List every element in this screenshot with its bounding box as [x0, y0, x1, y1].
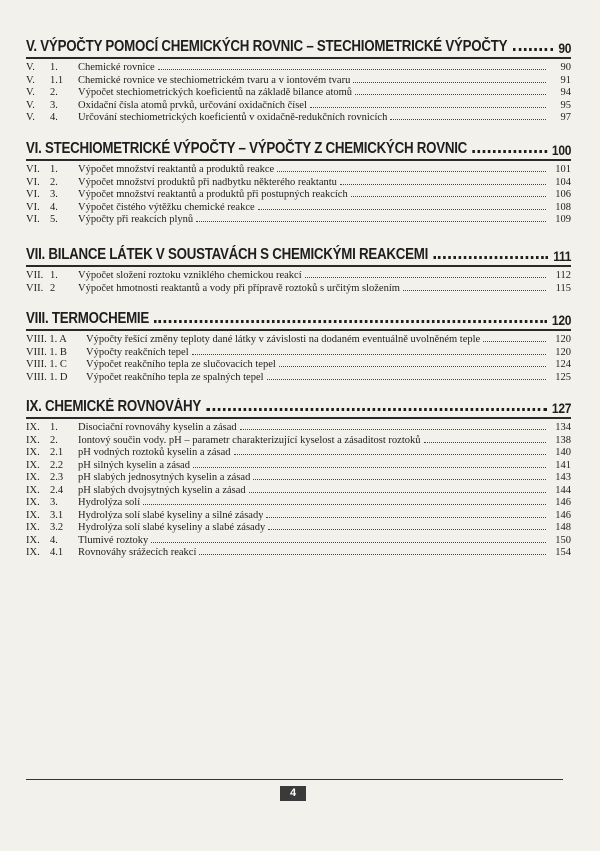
leader-dots [206, 408, 547, 411]
toc-section-vi [26, 136, 571, 227]
section-page: 120 [551, 312, 572, 328]
toc-entry: VI. 2. Výpočet množství produktů při nadbytku některého reaktantu 104 [26, 176, 571, 188]
section-heading [26, 394, 571, 416]
toc-entry: IX. 2.2 pH silných kyselin a zásad 141 [26, 459, 571, 471]
toc-entry: IX. 2.1 pH vodných roztoků kyselin a zásad 140 [26, 447, 571, 458]
section-heading [26, 34, 571, 56]
section-heading [26, 242, 571, 264]
toc-entry: IX. 3.1 Hydrolýza solí slabé kyseliny a silné zásady 146 [26, 509, 571, 521]
section-rule [26, 329, 571, 331]
toc-entry: IX. 3.2 Hydrolýza solí slabé kyseliny a slabé zásady 148 [26, 522, 571, 533]
section-title: VI. STECHIOMETRICKÉ VÝPOČTY – VÝPOČTY Z CHEMICKÝCH ROVNIC [26, 140, 468, 157]
toc-entry: VI. 5. Výpočty při reakcích plynů 109 [26, 214, 571, 225]
section-rule [26, 159, 571, 161]
toc-entry: VIII. 1. B Výpočty reakčních tepel 120 [26, 346, 571, 358]
section-rule [26, 265, 571, 267]
toc-section-vii [26, 242, 571, 295]
section-page: 127 [551, 400, 572, 416]
page-number: 4 [280, 786, 306, 801]
footer-rule [26, 779, 563, 780]
section-rule [26, 417, 571, 419]
toc-entry: VII. 1. Výpočet složení roztoku vzniklého chemickou reakcí 112 [26, 270, 571, 281]
toc-entry: V. 1.1 Chemické rovnice ve stechiometrickém tvaru a v iontovém tvaru 91 [26, 74, 571, 86]
leader-dots [433, 256, 548, 259]
toc-entry: V. 2. Výpočet stechiometrických koeficientů na základě bilance atomů 94 [26, 87, 571, 98]
leader-dots [472, 150, 547, 153]
toc-entry: VIII. 1. C Výpočet reakčního tepla ze slučovacích tepel 124 [26, 359, 571, 370]
toc-entry: IX. 3. Hydrolýza solí 146 [26, 497, 571, 508]
section-heading [26, 306, 571, 328]
section-title: V. VÝPOČTY POMOCÍ CHEMICKÝCH ROVNIC – STECHIOMETRICKÉ VÝPOČTY [26, 38, 508, 55]
section-page: 100 [551, 142, 572, 158]
toc-entry: V. 1. Chemické rovnice 90 [26, 62, 571, 73]
toc-entry: VI. 3. Výpočet množství reaktantů a produktů při postupných reakcích 106 [26, 189, 571, 200]
toc-section-v [26, 34, 571, 125]
section-title: IX. CHEMICKÉ ROVNOVÁHY [26, 398, 202, 415]
section-title: VII. BILANCE LÁTEK V SOUSTAVÁCH S CHEMICKÝMI REAKCEMI [26, 246, 429, 263]
toc-entry: V. 4. Určování stechiometrických koeficientů v oxidačně-redukčních rovnicích 97 [26, 112, 571, 123]
toc-entry: IX. 1. Disociační rovnováhy kyselin a zásad 134 [26, 422, 571, 433]
toc-entry: VII. 2 Výpočet hmotnosti reaktantů a vody při přípravě roztoků s určitým složením 115 [26, 282, 571, 294]
leader-dots [154, 320, 547, 323]
toc-entry: IX. 2. Iontový součin vody. pH – parametr charakterizující kyselost a zásaditost roztoků 138 [26, 434, 571, 446]
toc-entry: VIII. 1. A Výpočty řešící změny teploty dané látky v závislosti na dodaném eventuálně uvolněném teple 120 [26, 334, 571, 345]
toc-entry: VIII. 1. D Výpočet reakčního tepla ze spalných tepel 125 [26, 371, 571, 383]
toc-entry: VI. 4. Výpočet čistého výtěžku chemické reakce 108 [26, 201, 571, 213]
section-rule [26, 57, 571, 59]
toc-entry: V. 3. Oxidační čísla atomů prvků, určování oxidačních čísel 95 [26, 99, 571, 111]
toc-entry: VI. 1. Výpočet množství reaktantů a produktů reakce 101 [26, 164, 571, 175]
toc-entry: IX. 4.1 Rovnováhy srážecích reakcí 154 [26, 547, 571, 558]
section-title: VIII. TERMOCHEMIE [26, 310, 150, 327]
toc-entry: IX. 2.3 pH slabých jednosytných kyselin a zásad 143 [26, 472, 571, 483]
toc-entry: IX. 4. Tlumivé roztoky 150 [26, 534, 571, 546]
leader-dots [512, 48, 553, 51]
section-page: 111 [553, 248, 572, 264]
toc-entry: IX. 2.4 pH slabých dvojsytných kyselin a zásad 144 [26, 484, 571, 496]
toc-section-viii [26, 306, 571, 384]
toc-section-ix [26, 394, 571, 560]
section-page: 90 [558, 40, 572, 56]
section-heading [26, 136, 571, 158]
